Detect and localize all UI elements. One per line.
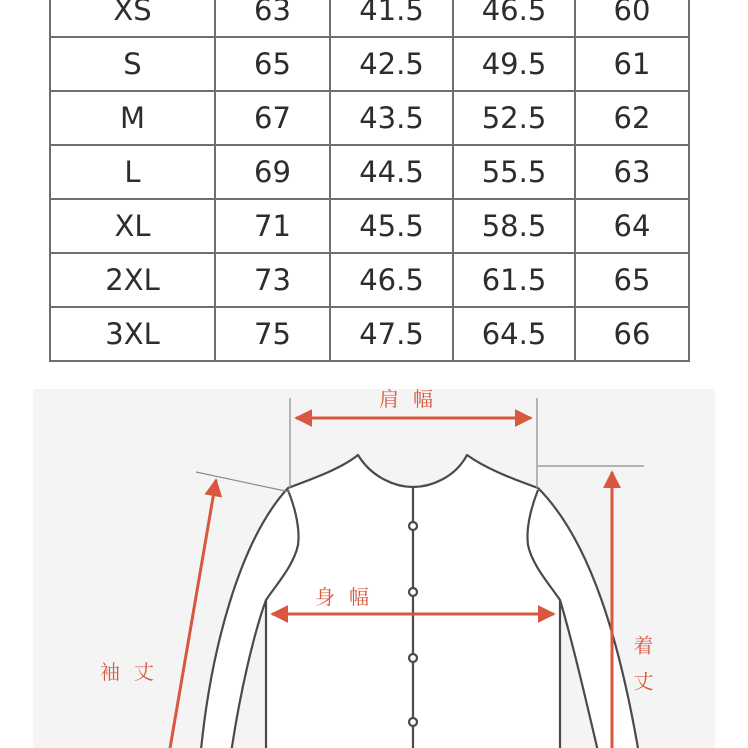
table-cell: 62 bbox=[575, 91, 689, 145]
size-cell: 3XL bbox=[50, 307, 215, 361]
button bbox=[409, 654, 417, 662]
table-cell: 69 bbox=[215, 145, 330, 199]
length-label: 着丈 bbox=[630, 635, 654, 707]
body-width-label: 身幅 bbox=[315, 585, 383, 609]
table-cell: 63 bbox=[575, 145, 689, 199]
table-cell: 47.5 bbox=[330, 307, 453, 361]
table-cell: 46.5 bbox=[330, 253, 453, 307]
button bbox=[409, 522, 417, 530]
size-cell: 2XL bbox=[50, 253, 215, 307]
table-cell: 58.5 bbox=[453, 199, 575, 253]
table-cell: 52.5 bbox=[453, 91, 575, 145]
table-cell: 61.5 bbox=[453, 253, 575, 307]
table-cell: 41.5 bbox=[330, 0, 453, 37]
size-cell: S bbox=[50, 37, 215, 91]
shoulder-width-label: 肩幅 bbox=[379, 387, 447, 411]
table-cell: 49.5 bbox=[453, 37, 575, 91]
button bbox=[409, 588, 417, 596]
table-cell: 65 bbox=[575, 253, 689, 307]
table-cell: 64.5 bbox=[453, 307, 575, 361]
table-cell: 71 bbox=[215, 199, 330, 253]
table-cell: 65 bbox=[215, 37, 330, 91]
table-cell: 55.5 bbox=[453, 145, 575, 199]
table-cell: 43.5 bbox=[330, 91, 453, 145]
size-cell: XL bbox=[50, 199, 215, 253]
sleeve-guide-top bbox=[196, 472, 290, 492]
table-cell: 75 bbox=[215, 307, 330, 361]
table-cell: 67 bbox=[215, 91, 330, 145]
table-cell: 46.5 bbox=[453, 0, 575, 37]
table-cell: 66 bbox=[575, 307, 689, 361]
size-cell: L bbox=[50, 145, 215, 199]
button bbox=[409, 718, 417, 726]
table-cell: 60 bbox=[575, 0, 689, 37]
table-cell: 45.5 bbox=[330, 199, 453, 253]
garment-body-outline bbox=[200, 455, 640, 748]
table-cell: 63 bbox=[215, 0, 330, 37]
cardigan-illustration bbox=[200, 455, 640, 748]
table-cell: 61 bbox=[575, 37, 689, 91]
size-cell: M bbox=[50, 91, 215, 145]
table-cell: 42.5 bbox=[330, 37, 453, 91]
size-cell: XS bbox=[50, 0, 215, 37]
guide-lines bbox=[196, 398, 644, 492]
table-cell: 73 bbox=[215, 253, 330, 307]
sleeve-length-label: 袖丈 bbox=[100, 660, 168, 684]
table-cell: 64 bbox=[575, 199, 689, 253]
table-cell: 44.5 bbox=[330, 145, 453, 199]
